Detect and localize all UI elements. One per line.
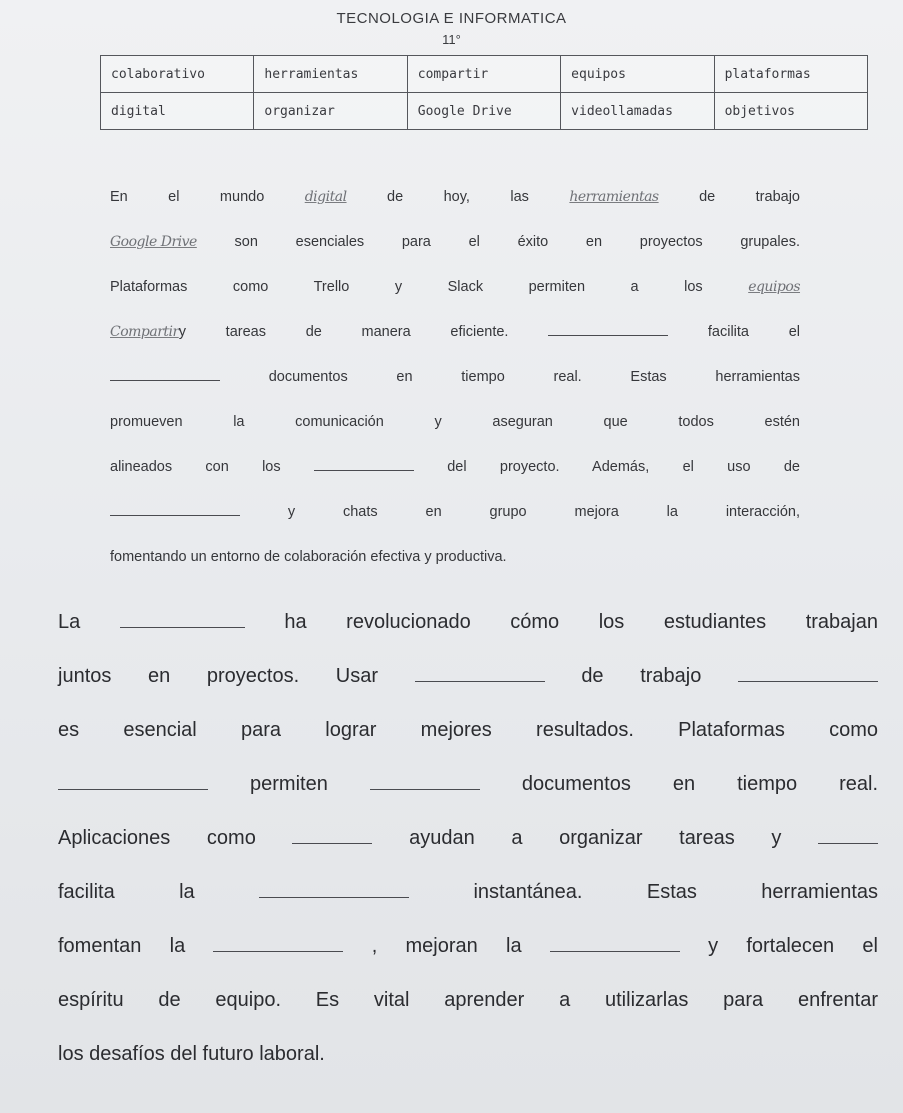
word-bank-cell: colaborativo <box>101 56 254 93</box>
text: documentos en tiempo real. <box>521 773 879 795</box>
text: y fortalecen el <box>708 935 878 957</box>
text: espíritu de equipo. Es vital aprender a utilizarlas para enfrentar <box>58 989 878 1011</box>
answer-blank[interactable] <box>738 680 878 682</box>
word-bank-row <box>101 56 868 93</box>
text: facilita la <box>58 881 195 903</box>
exercise-2-line <box>58 973 878 1027</box>
text: Aplicaciones como <box>58 827 256 849</box>
exercise-1-line <box>110 400 800 445</box>
word-bank-cell: herramientas <box>254 56 407 93</box>
exercise-1-line <box>110 175 800 220</box>
exercise-1-line <box>110 445 800 490</box>
text: del proyecto. Además, el uso de <box>447 459 800 475</box>
text: y tareas de manera eficiente. <box>178 324 509 340</box>
answer-blank[interactable] <box>110 514 240 516</box>
text: son esenciales para el éxito en proyectos grupales. <box>234 234 800 250</box>
handwritten-answer: herramientas <box>569 189 659 205</box>
text: alineados con los <box>110 459 281 475</box>
text: juntos en proyectos. Usar <box>58 665 379 687</box>
exercise-2-line <box>58 1027 878 1081</box>
answer-blank[interactable] <box>370 788 480 790</box>
text: y chats en grupo mejora la interacción, <box>287 504 800 520</box>
text: ha revolucionado cómo los estudiantes trabajan <box>284 611 878 633</box>
text: de hoy, las <box>387 189 529 205</box>
handwritten-answer: equipos <box>748 279 801 295</box>
exercise-1-line <box>110 310 800 355</box>
word-bank-cell: objetivos <box>714 93 867 130</box>
text: Plataformas como Trello y Slack permiten a los <box>110 279 703 295</box>
text: permiten <box>250 773 328 795</box>
answer-blank[interactable] <box>259 896 409 898</box>
exercise-1-line <box>110 535 800 580</box>
answer-blank[interactable] <box>818 842 878 844</box>
answer-blank[interactable] <box>110 379 220 381</box>
text: La <box>58 611 81 633</box>
text: facilita el <box>707 324 800 340</box>
answer-blank[interactable] <box>292 842 372 844</box>
text: fomentando un entorno de colaboración efectiva y productiva. <box>110 549 507 565</box>
exercise-1-line <box>110 265 800 310</box>
word-bank-table <box>100 55 868 130</box>
exercise-1-line <box>110 490 800 535</box>
word-bank-cell: videollamadas <box>561 93 714 130</box>
word-bank-cell: equipos <box>561 56 714 93</box>
exercise-1-line <box>110 355 800 400</box>
exercise-2-line <box>58 595 878 649</box>
answer-blank[interactable] <box>415 680 545 682</box>
grade-label: 11° <box>442 32 461 47</box>
exercise-1-paragraph <box>110 175 800 580</box>
word-bank-cell: Google Drive <box>407 93 560 130</box>
text: fomentan la <box>58 935 186 957</box>
text: En el mundo <box>110 189 265 205</box>
word-bank-cell: plataformas <box>714 56 867 93</box>
exercise-2-line <box>58 703 878 757</box>
answer-blank[interactable] <box>213 950 343 952</box>
answer-blank[interactable] <box>120 626 245 628</box>
text: promueven la comunicación y aseguran que todos estén <box>110 414 800 430</box>
text: de trabajo <box>581 665 702 687</box>
text: documentos en tiempo real. Estas herramientas <box>268 369 800 385</box>
exercise-2-line <box>58 757 878 811</box>
word-bank-row <box>101 93 868 130</box>
exercise-1-line <box>110 220 800 265</box>
text: los desafíos del futuro laboral. <box>58 1043 325 1065</box>
text: instantánea. Estas herramientas <box>473 881 879 903</box>
answer-blank[interactable] <box>58 788 208 790</box>
handwritten-answer: Compartir <box>110 324 179 340</box>
text: es esencial para lograr mejores resultados. Plataformas como <box>58 719 878 741</box>
text: , mejoran la <box>371 935 522 957</box>
exercise-2-paragraph <box>58 595 878 1081</box>
exercise-2-line <box>58 919 878 973</box>
handwritten-answer: digital <box>304 189 347 205</box>
answer-blank[interactable] <box>548 334 668 336</box>
exercise-2-line <box>58 865 878 919</box>
exercise-2-line <box>58 811 878 865</box>
worksheet-title: TECNOLOGIA E INFORMATICA <box>336 10 567 27</box>
text: ayudan a organizar tareas y <box>409 827 782 849</box>
answer-blank[interactable] <box>314 469 414 471</box>
answer-blank[interactable] <box>550 950 680 952</box>
text: de trabajo <box>699 189 800 205</box>
word-bank-cell: compartir <box>407 56 560 93</box>
word-bank-cell: digital <box>101 93 254 130</box>
handwritten-answer: Google Drive <box>110 234 197 250</box>
exercise-2-line <box>58 649 878 703</box>
word-bank-cell: organizar <box>254 93 407 130</box>
